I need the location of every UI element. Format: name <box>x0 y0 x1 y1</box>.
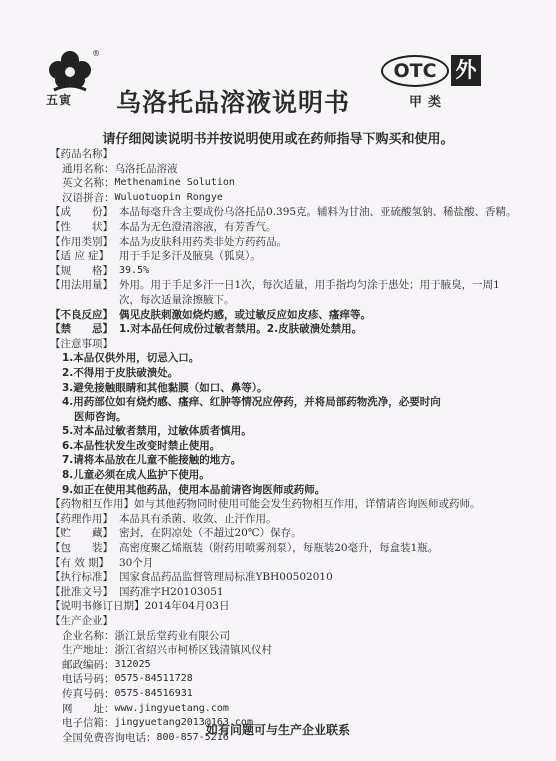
fax-row: 传真号码： 0575-84516931 <box>50 687 520 702</box>
interaction-row: 【药物相互作用】 如与其他药物同时使用可能会发生药物相互作用，详情请咨询医师或药师。 <box>50 497 520 512</box>
precaution-item: 2.不得用于皮肤破溃处。 <box>62 366 179 379</box>
pharmacology: 本品具有杀菌、收敛、止汗作用。 <box>119 512 277 525</box>
registered-mark: ® <box>92 49 100 58</box>
footer-note: 如有问题可与生产企业联系 <box>205 723 350 737</box>
package-row: 【包 装】 高密度聚乙烯瓶装（附药用喷雾剂泵），每瓶装20毫升，每盒装1瓶。 <box>50 541 520 556</box>
drug-name-heading: 【药品名称】 <box>50 148 113 160</box>
contraindications: 1.对本品任何成份过敏者禁用。2.皮肤破溃处禁用。 <box>119 323 363 336</box>
indication: 用于手足多汗及腋臭（狐臭）。 <box>119 250 261 263</box>
precaution-item: 4.用药部位如有烧灼感、瘙痒、红肿等情况应停药，并将局部药物洗净，必要时向 <box>62 396 441 409</box>
appearance-row: 【性 状】 本品为无色澄清溶液，有芳香气。 <box>50 220 520 235</box>
approval-row: 【批准文号】 国药准字H20103051 <box>50 585 520 600</box>
postcode: 312025 <box>114 658 151 670</box>
phone: 0575-84511728 <box>114 673 193 685</box>
package: 高密度聚乙烯瓶装（附药用喷雾剂泵），每瓶装20毫升，每盒装1瓶。 <box>119 542 439 555</box>
hotline-row: 全国免费咨询电话： 800-857-5216 <box>50 731 520 746</box>
indication-row: 【适 应 症】 用于手足多汗及腋臭（狐臭）。 <box>50 249 520 264</box>
phone-row: 电话号码： 0575-84511728 <box>50 672 520 687</box>
english-name-row: 英文名称： Methenamine Solution <box>50 176 520 191</box>
category-row: 【作用类别】 本品为皮肤科用药类非处方药药品。 <box>50 235 520 250</box>
composition-row: 【成 份】 本品每毫升含主要成份乌洛托品0.395克。辅料为甘油、亚硫酸氢钠、稀盐酸、香精。 <box>50 205 520 220</box>
pinyin-row: 汉语拼音： Wuluotuopin Rongye <box>50 191 520 206</box>
revision-date: 2014年04月03日 <box>144 600 230 613</box>
appearance: 本品为无色澄清溶液，有芳香气。 <box>119 220 277 233</box>
standard: 国家食品药品监督管理局标准YBH00502010 <box>119 571 333 584</box>
brand-name: 五寅 <box>46 93 73 107</box>
email-row: 电子信箱： jingyuetang2013@163.com <box>50 716 520 731</box>
drug-interaction: 如与其他药物同时使用可能会发生药物相互作用，详情请咨询医师或药师。 <box>134 498 481 511</box>
generic-name: 乌洛托品溶液 <box>114 162 178 175</box>
otc-badge: OTC <box>381 55 449 87</box>
contraindication-row: 【禁 忌】 1.对本品任何成份过敏者禁用。2.皮肤破溃处禁用。 <box>50 322 520 337</box>
precaution-item: 3.避免接触眼睛和其他黏膜（如口、鼻等）。 <box>62 381 268 394</box>
standard-row: 【执行标准】 国家食品药品监督管理局标准YBH00502010 <box>50 570 520 585</box>
otc-category: 甲类 <box>409 95 448 110</box>
validity-row: 【有 效 期】 30个月 <box>50 556 520 571</box>
instruction-subtitle: 请仔细阅读说明书并按说明使用或在药师指导下购买和使用。 <box>102 132 454 147</box>
company-row: 企业名称： 浙江景岳堂药业有限公司 <box>50 629 520 644</box>
company-name: 浙江景岳堂药业有限公司 <box>114 629 230 642</box>
address: 浙江省绍兴市柯桥区钱清镇风仪村 <box>114 644 272 657</box>
website: www.jingyuetang.com <box>114 702 229 714</box>
usage-row: 【用法用量】 外用。用于手足多汗一日1次，每次适量，用手指均匀涂于患处；用于腋臭，一周1次，每次适量涂擦腋下。 <box>50 278 520 307</box>
composition: 本品每毫升含主要成份乌洛托品0.395克。辅料为甘油、亚硫酸氢钠、稀盐酸、香精。 <box>119 206 517 219</box>
pharmacology-row: 【药理作用】 本品具有杀菌、收敛、止汗作用。 <box>50 512 520 527</box>
adverse-reactions: 偶见皮肤刺激如烧灼感，或过敏反应如皮疹、瘙痒等。 <box>119 308 371 321</box>
hotline: 800-857-5216 <box>156 731 229 743</box>
storage-row: 【贮 藏】 密封，在阴凉处（不超过20℃）保存。 <box>50 526 520 541</box>
leaflet-body <box>50 147 520 745</box>
precaution-item: 9.如正在使用其他药品，使用本品前请咨询医师或药师。 <box>62 483 326 496</box>
email: jingyuetang2013@163.com <box>114 717 253 729</box>
precaution-item: 5.对本品过敏者禁用，过敏体质者慎用。 <box>62 425 252 438</box>
precaution-item: 1.本品仅供外用，切忌入口。 <box>62 352 200 365</box>
specification: 39.5% <box>119 264 150 276</box>
storage: 密封，在阴凉处（不超过20℃）保存。 <box>119 527 302 540</box>
spec-row: 【规 格】 39.5% <box>50 264 520 279</box>
precaution-item: 7.请将本品放在儿童不能接触的地方。 <box>62 454 242 467</box>
precaution-item-continued: 医师咨询。 <box>74 410 127 423</box>
validity: 30个月 <box>119 556 154 569</box>
postcode-row: 邮政编码： 312025 <box>50 658 520 673</box>
page-title: 乌洛托品溶液说明书 <box>116 88 351 117</box>
english-name: Methenamine Solution <box>114 177 235 189</box>
adverse-row: 【不良反应】 偶见皮肤刺激如烧灼感，或过敏反应如皮疹、瘙痒等。 <box>50 308 520 323</box>
precaution-item: 8.儿童必须在成人监护下使用。 <box>62 469 210 482</box>
revision-row: 【说明书修订日期】 2014年04月03日 <box>50 599 520 614</box>
approval-number: 国药准字H20103051 <box>119 585 224 598</box>
precaution-item: 6.本品性状发生改变时禁止使用。 <box>62 439 221 452</box>
generic-name-row: 通用名称： 乌洛托品溶液 <box>50 162 520 177</box>
external-use-badge: 外 <box>451 55 481 86</box>
pinyin-name: Wuluotuopin Rongye <box>114 191 223 203</box>
manufacturer-heading: 【生产企业】 <box>50 615 113 627</box>
website-row: 网 址： www.jingyuetang.com <box>50 702 520 717</box>
address-row: 生产地址： 浙江省绍兴市柯桥区钱清镇风仪村 <box>50 643 520 658</box>
usage-dosage: 外用。用于手足多汗一日1次，每次适量，用手指均匀涂于患处；用于腋臭，一周1次，每次适量涂擦腋下。 <box>119 279 500 306</box>
fax: 0575-84516931 <box>114 687 193 699</box>
drug-category: 本品为皮肤科用药类非处方药药品。 <box>119 235 287 248</box>
precautions-heading: 【注意事项】 <box>50 337 113 350</box>
